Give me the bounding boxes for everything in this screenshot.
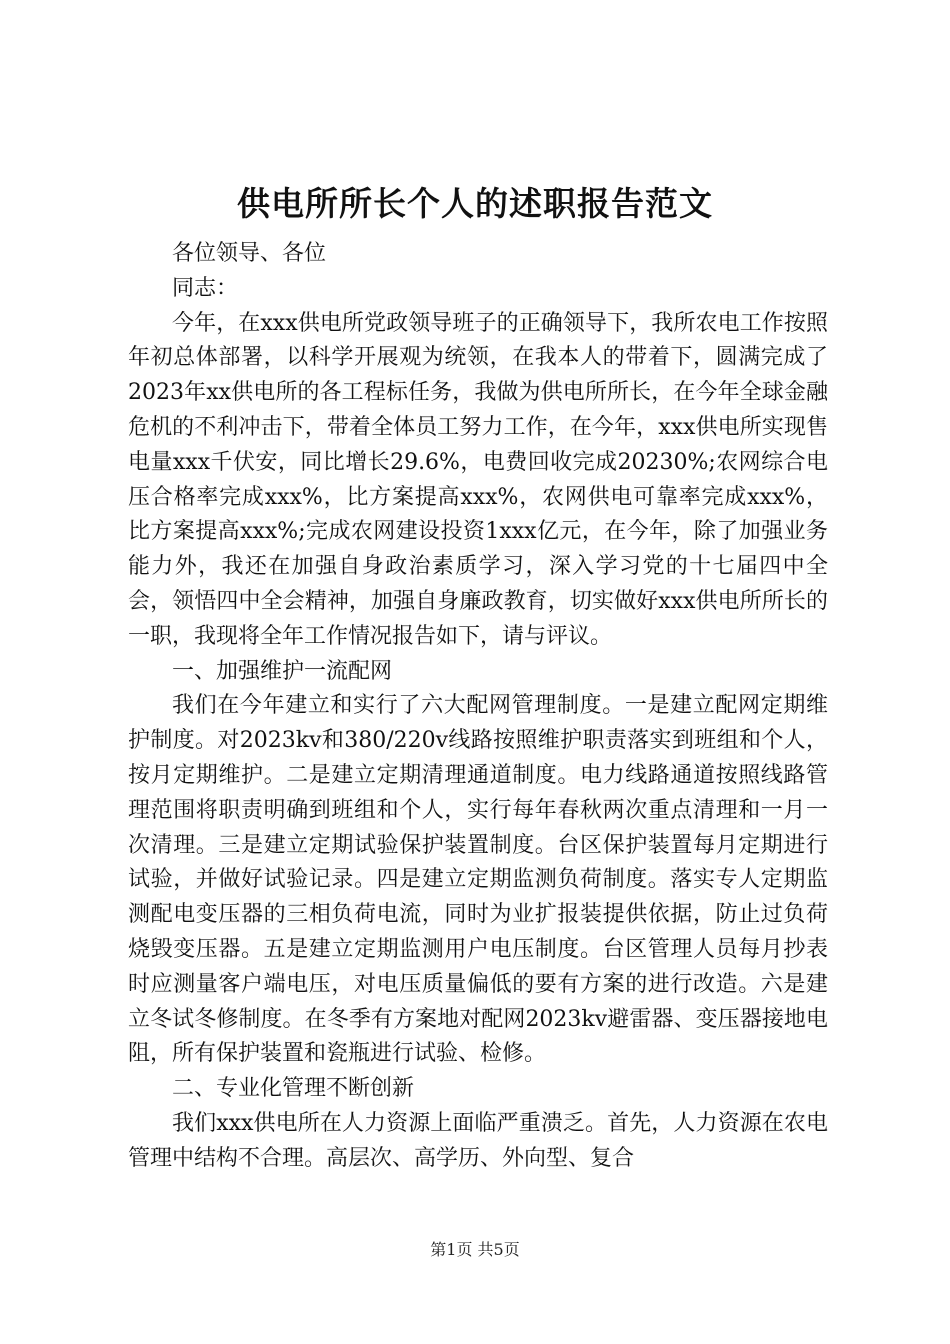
salutation-line-2: 同志： [172, 275, 239, 301]
intro-paragraph: 今年，在xxx供电所党政领导班子的正确领导下，我所农电工作按照年初总体部署，以科学开展观为统领，在我本人的带着下，圆满完成了2023年xx供电所的各工程标任务，我做为供电所所长，在今年全球金融危机的不利冲击下，带着全体员工努力工作，在今年，xxx供电所实现售电量xxx千伏安，同比增长29.6%，电费回收完成20230%;农网综合电压合格率完成xxx%，比方案提高xxx%，农网供电可靠率完成xxx%，比方案提高xxx%;完成农网建设投资1xxx亿元，在今年，除了加强业务能力外，我还在加强自身政治素质学习，深入学习党的十七届四中全会，领悟四中全会精神，加强自身廉政教育，切实做好xxx供电所所长的一职，我现将全年工作情况报告如下，请与评议。 [128, 310, 828, 649]
document-body [128, 237, 828, 1177]
section-1-paragraph: 我们在今年建立和实行了六大配网管理制度。一是建立配网定期维护制度。对2023kv和380/220v线路按照维护职责落实到班组和个人，按月定期维护。二是建立定期清理通道制度。电力线路通道按照线路管理范围将职责明确到班组和个人，实行每年春秋两次重点清理和一月一次清理。三是建立定期试验保护装置制度。台区保护装置每月定期进行试验，并做好试验记录。四是建立定期监测负荷制度。落实专人定期监测配电变压器的三相负荷电流，同时为业扩报装提供依据，防止过负荷烧毁变压器。五是建立定期监测用户电压制度。台区管理人员每月抄表时应测量客户端电压，对电压质量偏低的要有方案的进行改造。六是建立冬试冬修制度。在冬季有方案地对配网2023kv避雷器、变压器接地电阻，所有保护装置和瓷瓶进行试验、检修。 [128, 693, 828, 1067]
page-number-footer: 第1页 共5页 [430, 1240, 520, 1259]
section-2-heading: 二、专业化管理不断创新 [172, 1076, 415, 1102]
section-1-heading: 一、加强维护一流配网 [172, 658, 393, 684]
page-title: 供电所所长个人的述职报告范文 [237, 184, 713, 223]
section-2-paragraph: 我们xxx供电所在人力资源上面临严重溃乏。首先，人力资源在农电管理中结构不合理。高层次、高学历、外向型、复合 [128, 1110, 828, 1171]
salutation-line-1: 各位领导、各位 [172, 241, 327, 266]
